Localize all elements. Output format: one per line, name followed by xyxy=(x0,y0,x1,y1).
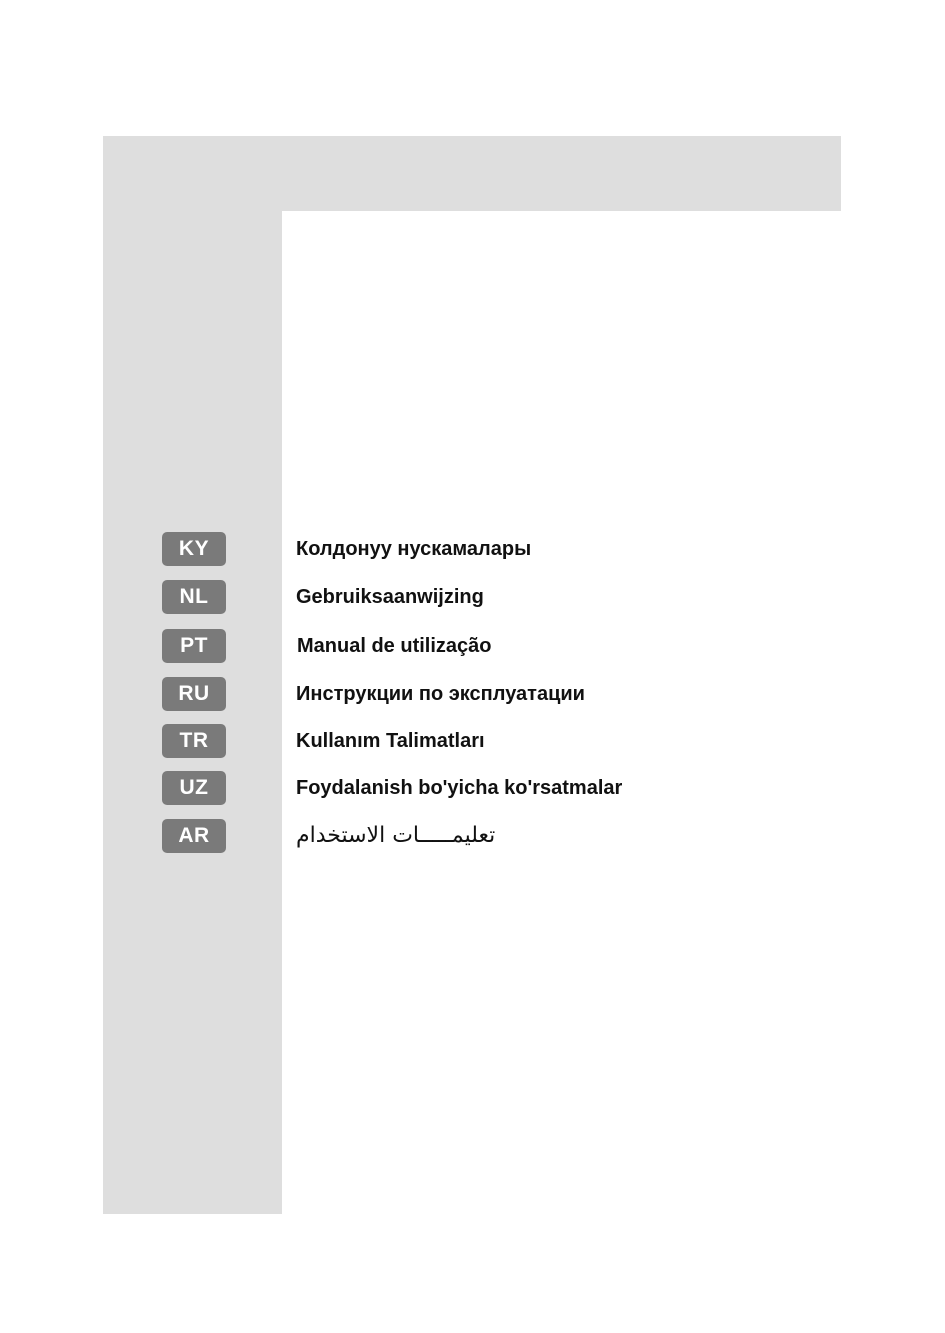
language-code-badge: NL xyxy=(162,580,226,614)
language-title: Инструкции по эксплуатации xyxy=(296,683,585,705)
language-row-ar xyxy=(162,819,762,853)
language-row-uz xyxy=(162,771,762,805)
language-title: Колдонуу нускамалары xyxy=(296,538,532,560)
language-code-badge: UZ xyxy=(162,771,226,805)
language-row-nl xyxy=(162,580,762,614)
language-title: Foydalanish bo'yicha ko'rsatmalar xyxy=(296,777,623,799)
language-code-badge: KY xyxy=(162,532,226,566)
language-row-ky xyxy=(162,532,762,566)
language-code-badge: TR xyxy=(162,724,226,758)
language-title: Manual de utilização xyxy=(297,635,492,657)
language-row-pt xyxy=(162,629,762,663)
language-row-ru xyxy=(162,677,762,711)
language-code-badge: AR xyxy=(162,819,226,853)
language-code-badge: RU xyxy=(162,677,226,711)
language-row-tr xyxy=(162,724,762,758)
language-title: تعليمـــــات الاستخدام xyxy=(296,823,496,848)
language-title: Kullanım Talimatları xyxy=(296,730,485,752)
language-title: Gebruiksaanwijzing xyxy=(296,586,484,608)
language-code-badge: PT xyxy=(162,629,226,663)
